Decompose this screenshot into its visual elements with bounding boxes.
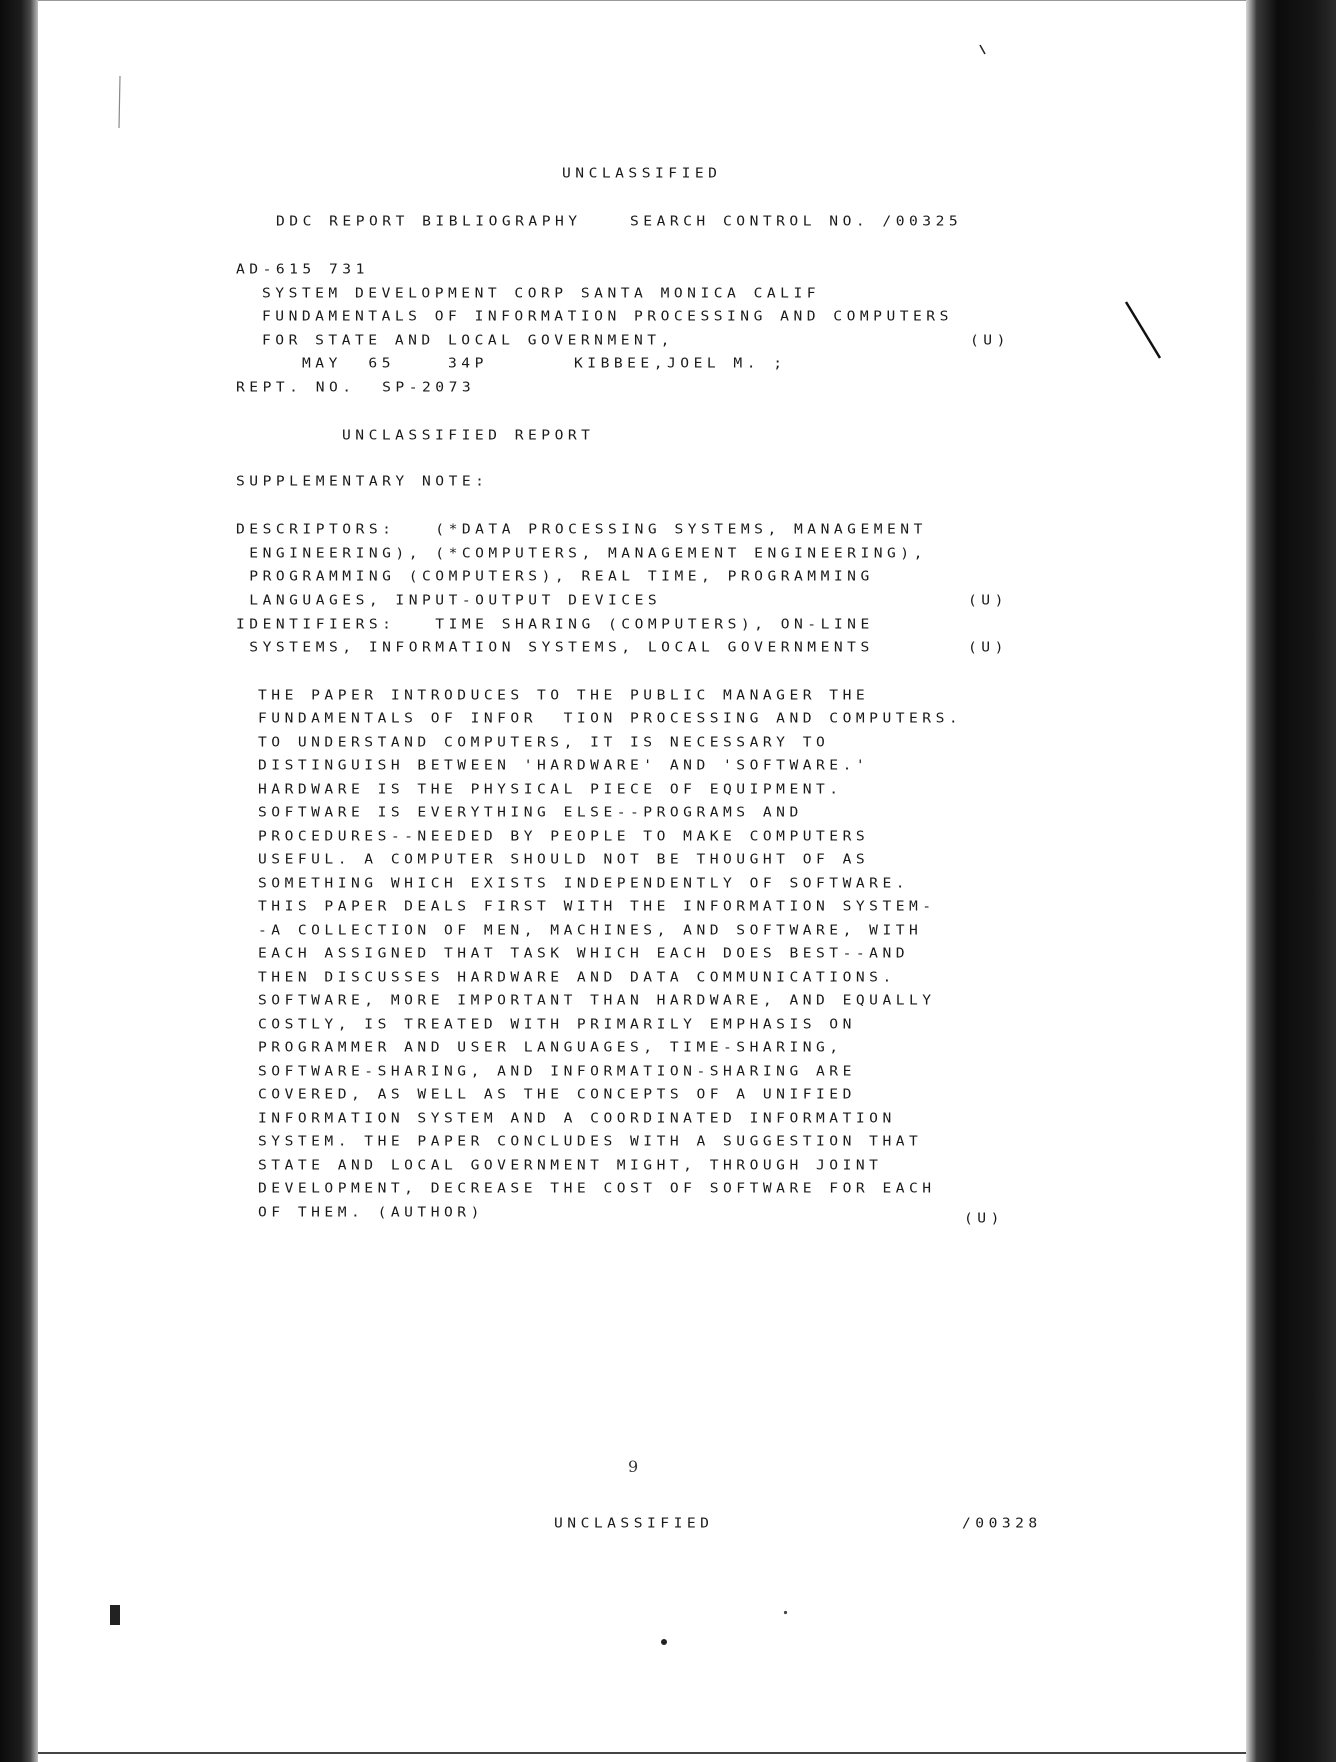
abstract-line: HARDWARE IS THE PHYSICAL PIECE OF EQUIPMENT.: [258, 782, 843, 798]
ad-number: AD-615 731: [236, 262, 369, 278]
abstract-line: SOFTWARE, MORE IMPORTANT THAN HARDWARE, AND EQUALLY: [258, 993, 936, 1009]
classification-header: UNCLASSIFIED: [562, 166, 722, 182]
page-count: 34P: [448, 356, 488, 372]
descriptors-line: PROGRAMMING (COMPUTERS), REAL TIME, PROGRAMMING: [236, 569, 874, 585]
classification-footer: UNCLASSIFIED: [554, 1516, 714, 1532]
abstract-line: USEFUL. A COMPUTER SHOULD NOT BE THOUGHT OF AS: [258, 852, 870, 868]
abstract-line: COSTLY, IS TREATED WITH PRIMARILY EMPHASIS ON: [258, 1017, 856, 1033]
scan-artifact-dot: [660, 1638, 668, 1646]
report-date: MAY 65: [302, 356, 396, 372]
scan-artifact-smudge: [116, 74, 124, 130]
scan-artifact-blot: [108, 1604, 122, 1626]
scan-top-edge: [38, 0, 1246, 1]
identifiers-classification: (U): [968, 640, 1008, 656]
descriptors-line: LANGUAGES, INPUT-OUTPUT DEVICES: [236, 593, 662, 609]
report-title-line: FOR STATE AND LOCAL GOVERNMENT,: [262, 333, 674, 349]
personal-author: KIBBEE,JOEL M. ;: [574, 356, 787, 372]
descriptors-line: DESCRIPTORS: (*DATA PROCESSING SYSTEMS, MANAGEMENT: [236, 522, 927, 538]
scan-bottom-edge: [38, 1752, 1246, 1754]
abstract-line: TO UNDERSTAND COMPUTERS, IT IS NECESSARY TO: [258, 735, 830, 751]
scan-artifact-tick: [978, 44, 988, 56]
scan-edge-left: [0, 0, 38, 1762]
abstract-line: SOMETHING WHICH EXISTS INDEPENDENTLY OF SOFTWARE.: [258, 876, 910, 892]
footer-control-number: /00328: [962, 1516, 1042, 1532]
title-classification: (U): [970, 333, 1010, 349]
abstract-line: PROGRAMMER AND USER LANGUAGES, TIME-SHARING,: [258, 1040, 843, 1056]
page-number: 9: [628, 1457, 639, 1476]
descriptors-classification: (U): [968, 593, 1008, 609]
abstract-line: THEN DISCUSSES HARDWARE AND DATA COMMUNICATIONS.: [258, 970, 896, 986]
abstract-line: THE PAPER INTRODUCES TO THE PUBLIC MANAGER THE: [258, 688, 870, 704]
abstract-line: SOFTWARE IS EVERYTHING ELSE--PROGRAMS AND: [258, 805, 803, 821]
abstract-line: COVERED, AS WELL AS THE CONCEPTS OF A UNIFIED: [258, 1087, 856, 1103]
abstract-line: FUNDAMENTALS OF INFOR TION PROCESSING AND COMPUTERS.: [258, 711, 963, 727]
abstract-line: DEVELOPMENT, DECREASE THE COST OF SOFTWARE FOR EACH: [258, 1181, 936, 1197]
scan-artifact-slash: [1124, 300, 1164, 362]
report-classification: UNCLASSIFIED REPORT: [342, 428, 595, 444]
report-number: REPT. NO. SP-2073: [236, 380, 476, 396]
abstract-line: DISTINGUISH BETWEEN 'HARDWARE' AND 'SOFTWARE.': [258, 758, 870, 774]
abstract-line: INFORMATION SYSTEM AND A COORDINATED INFORMATION: [258, 1111, 896, 1127]
search-control-number: SEARCH CONTROL NO. /00325: [630, 214, 963, 230]
corporate-source: SYSTEM DEVELOPMENT CORP SANTA MONICA CALIF: [262, 286, 821, 302]
abstract-line: SYSTEM. THE PAPER CONCLUDES WITH A SUGGESTION THAT: [258, 1134, 923, 1150]
scan-artifact-dot: [783, 1610, 788, 1615]
supplementary-note: SUPPLEMENTARY NOTE:: [236, 474, 489, 490]
abstract-line: SOFTWARE-SHARING, AND INFORMATION-SHARING ARE: [258, 1064, 856, 1080]
report-title-line: FUNDAMENTALS OF INFORMATION PROCESSING AND COMPUTERS: [262, 309, 953, 325]
bibliography-title: DDC REPORT BIBLIOGRAPHY: [276, 214, 582, 230]
scan-edge-right: [1246, 0, 1336, 1762]
abstract-line: THIS PAPER DEALS FIRST WITH THE INFORMATION SYSTEM-: [258, 899, 936, 915]
abstract-line: EACH ASSIGNED THAT TASK WHICH EACH DOES BEST--AND: [258, 946, 910, 962]
abstract-line: STATE AND LOCAL GOVERNMENT MIGHT, THROUGH JOINT: [258, 1158, 883, 1174]
descriptors-line: ENGINEERING), (*COMPUTERS, MANAGEMENT ENGINEERING),: [236, 546, 927, 562]
abstract-line: PROCEDURES--NEEDED BY PEOPLE TO MAKE COMPUTERS: [258, 829, 870, 845]
abstract-line: -A COLLECTION OF MEN, MACHINES, AND SOFTWARE, WITH: [258, 923, 923, 939]
abstract-line: OF THEM. (AUTHOR): [258, 1205, 484, 1221]
abstract-classification: (U): [964, 1211, 1004, 1227]
identifiers-line: SYSTEMS, INFORMATION SYSTEMS, LOCAL GOVERNMENTS: [236, 640, 874, 656]
identifiers-line: IDENTIFIERS: TIME SHARING (COMPUTERS), ON-LINE: [236, 617, 874, 633]
